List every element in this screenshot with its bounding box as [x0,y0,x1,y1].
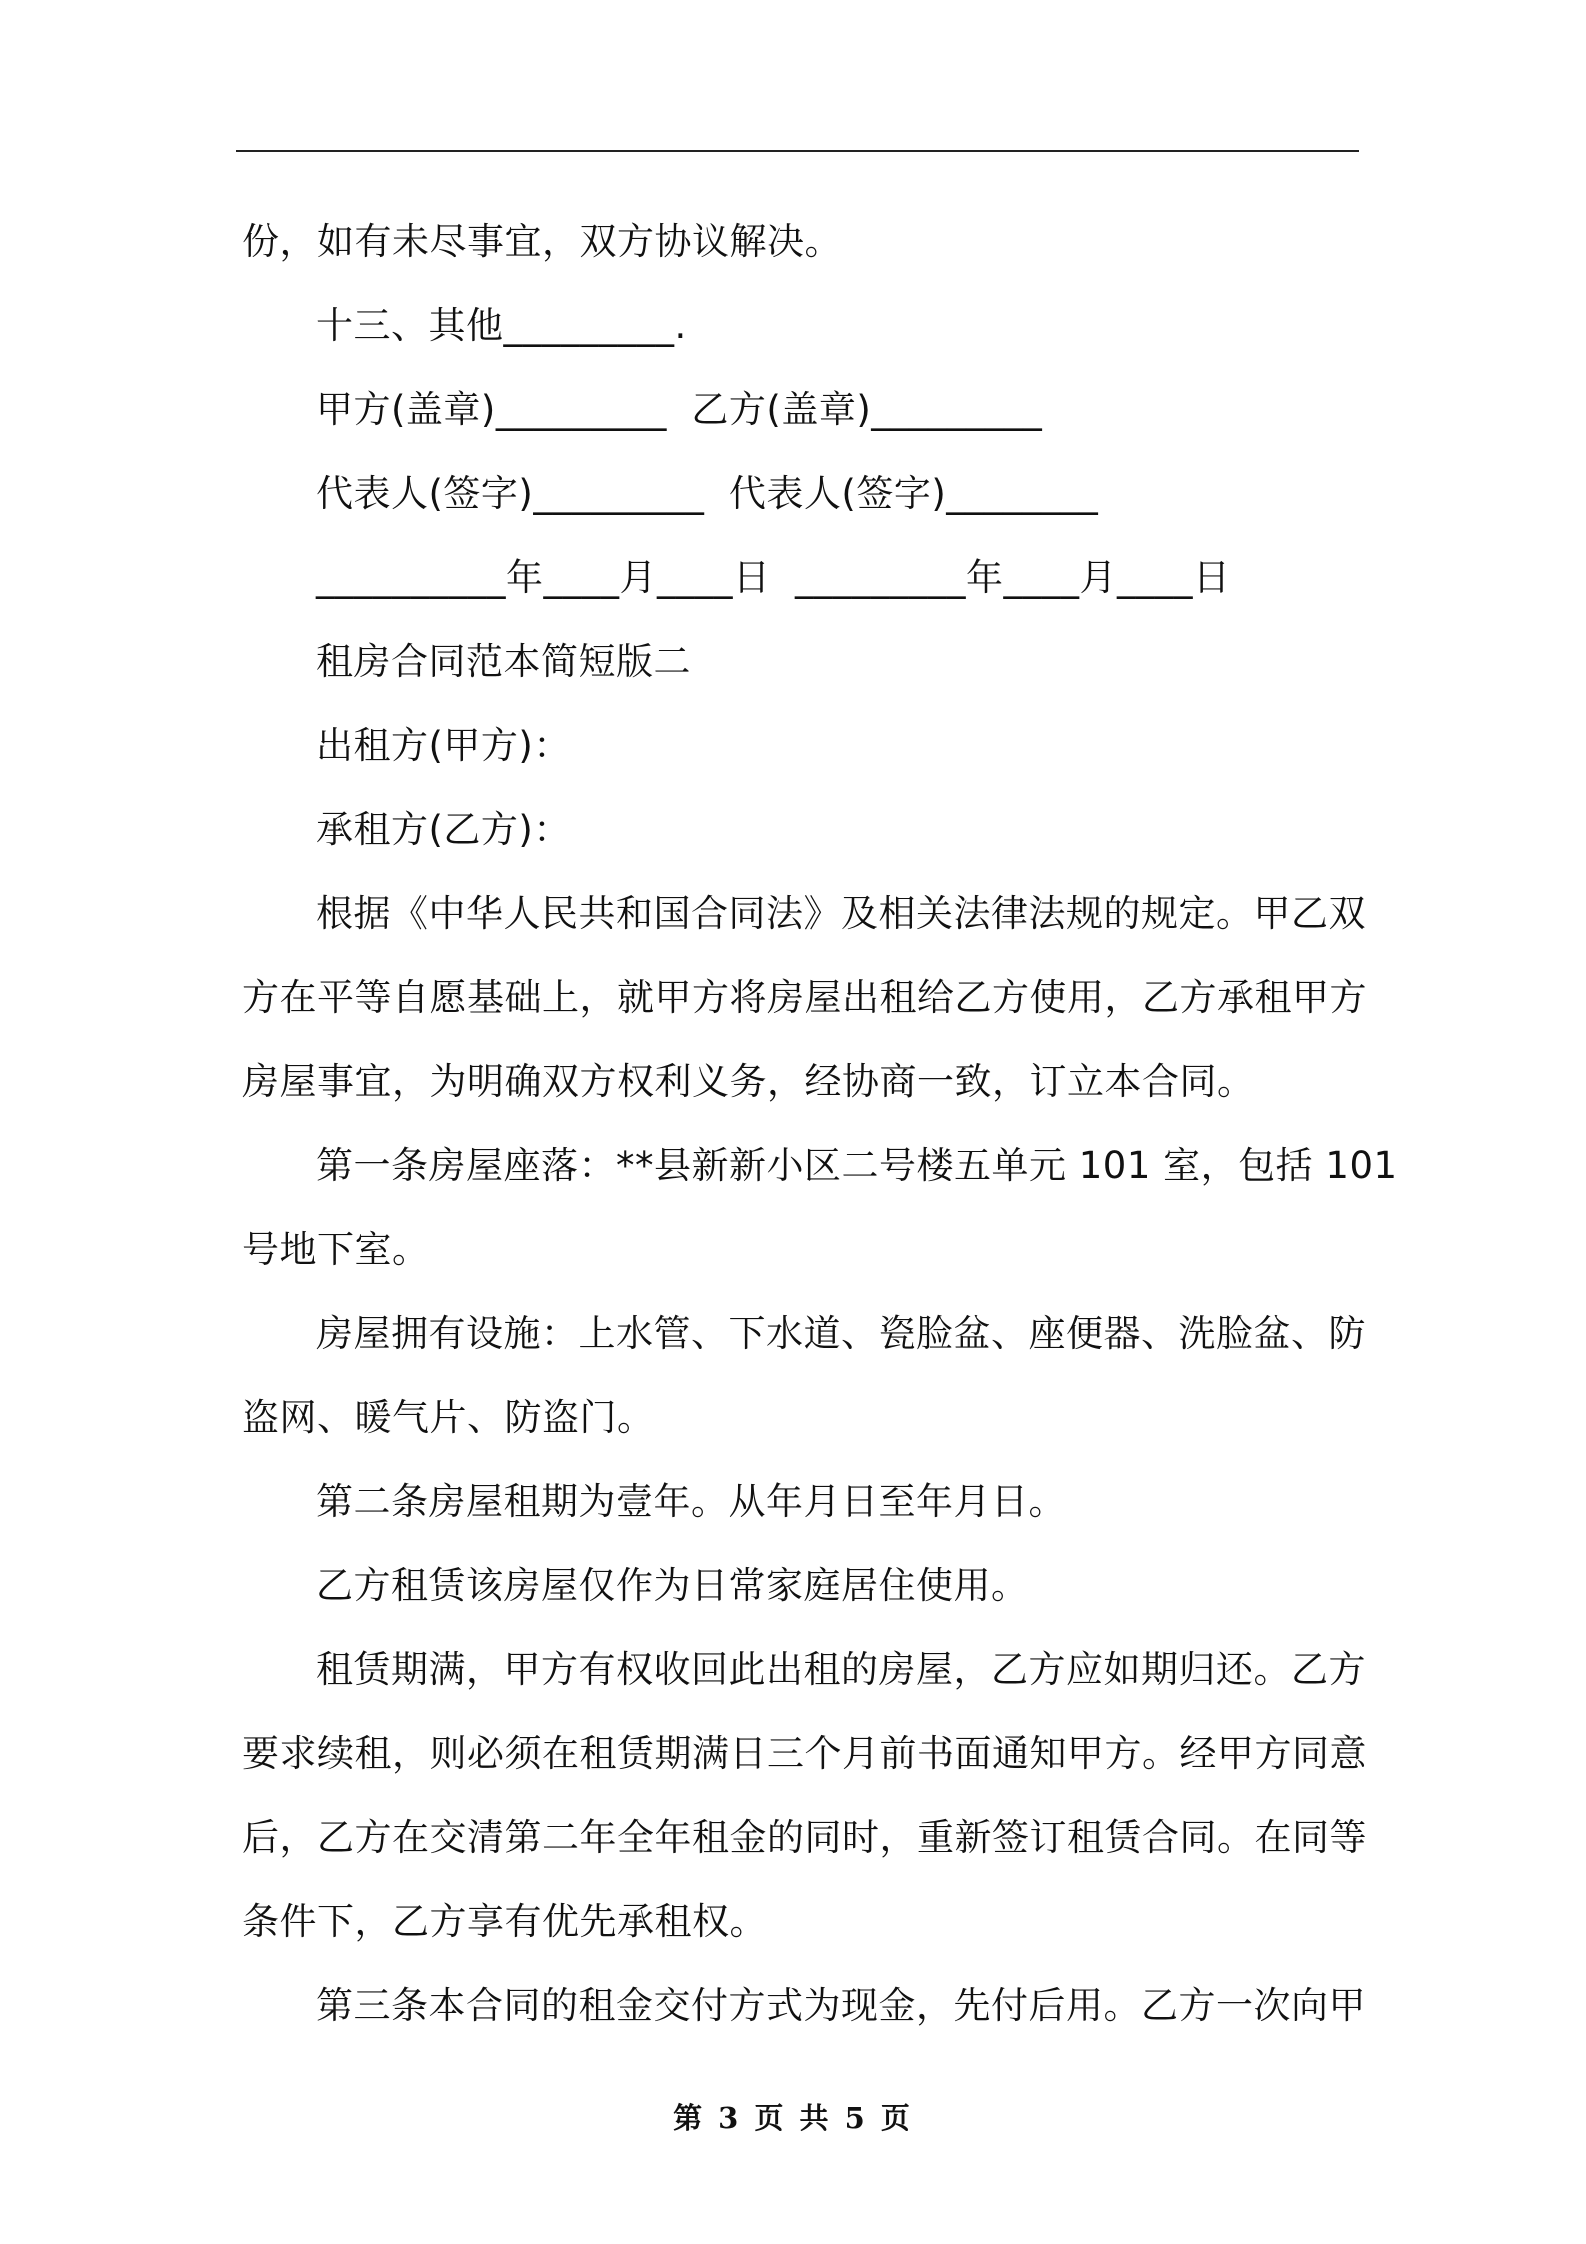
text-line: 方在平等自愿基础上，就甲方将房屋出租给乙方使用，乙方承租甲方 [242,976,1367,1019]
text-line: 出租方(甲方)： [316,724,571,767]
text-line: 租赁期满，甲方有权收回此出租的房屋，乙方应如期归还。乙方 [316,1648,1366,1691]
text-line: __________年____月____日 _________年____月____日 [316,556,1231,599]
text-line: 十三、其他_________. [316,304,687,347]
text-line: 承租方(乙方)： [316,808,571,851]
text-line: 第一条房屋座落：**县新新小区二号楼五单元 101 室，包括 101 [316,1144,1398,1187]
text-line: 甲方(盖章)_________ 乙方(盖章)_________ [316,388,1043,431]
text-line: 后，乙方在交清第二年全年租金的同时，重新签订租赁合同。在同等 [242,1816,1367,1859]
section-title: 租房合同范本简短版二 [316,640,691,683]
text-line: 房屋拥有设施：上水管、下水道、瓷脸盆、座便器、洗脸盆、防 [316,1312,1366,1355]
text-line: 乙方租赁该房屋仅作为日常家庭居住使用。 [316,1564,1029,1607]
page-number: 第 3 页 共 5 页 [673,2101,913,2135]
text-line: 根据《中华人民共和国合同法》及相关法律法规的规定。甲乙双 [316,892,1366,935]
text-line: 份，如有未尽事宜，双方协议解决。 [242,220,842,263]
header-rule [236,150,1359,152]
text-line: 代表人(签字)_________ 代表人(签字)________ [316,472,1099,515]
document-body [242,200,1398,2048]
text-line: 盗网、暖气片、防盗门。 [242,1396,655,1439]
text-line: 要求续租，则必须在租赁期满日三个月前书面通知甲方。经甲方同意 [242,1732,1367,1775]
text-line: 号地下室。 [242,1228,430,1271]
text-line: 条件下，乙方享有优先承租权。 [242,1900,767,1943]
text-line: 第二条房屋租期为壹年。从年月日至年月日。 [316,1480,1066,1523]
text-line: 房屋事宜，为明确双方权利义务，经协商一致，订立本合同。 [242,1060,1255,1103]
text-line: 第三条本合同的租金交付方式为现金，先付后用。乙方一次向甲 [316,1984,1366,2027]
